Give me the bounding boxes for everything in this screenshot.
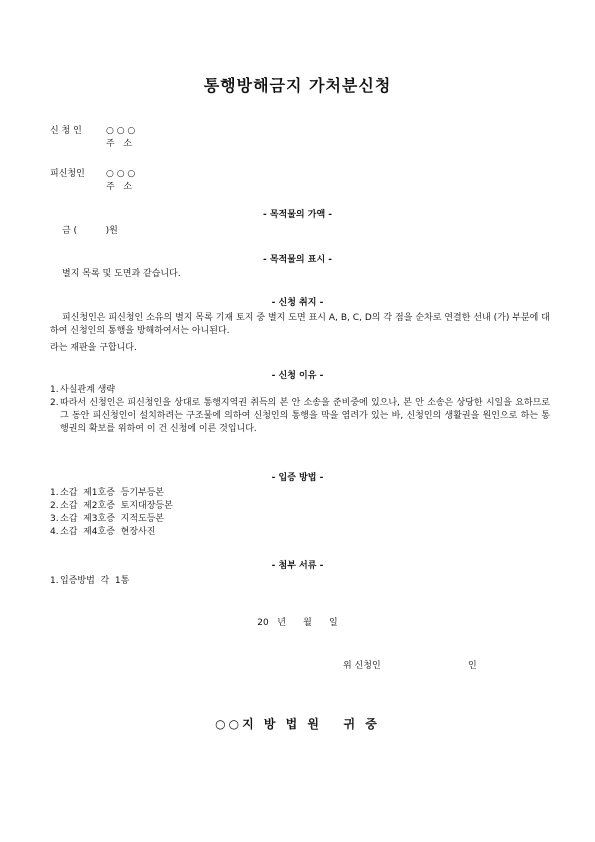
- section-heading-evidence: - 입증 방법 -: [271, 473, 324, 483]
- list-item-number: 1.: [50, 385, 59, 395]
- section-heading-attachments: - 첨부 서류 -: [271, 561, 324, 571]
- respondent-label: 피신청인: [50, 169, 85, 179]
- list-item-number: 1.: [50, 576, 59, 586]
- list-item-text: 입증방법 각 1통: [60, 576, 130, 586]
- signer-label: 위 신청인: [343, 661, 381, 671]
- section-heading-purpose: - 신청 취지 -: [271, 298, 324, 308]
- section-heading-value: - 목적물의 가액 -: [262, 210, 333, 220]
- list-item-number: 1.: [50, 488, 59, 498]
- section-heading-display: - 목적물의 표시 -: [262, 255, 333, 265]
- signer-seal: 인: [468, 661, 477, 671]
- list-item-text: 사실관계 생략: [60, 385, 116, 395]
- document-title: 통행방해금지 가처분신청: [203, 76, 392, 95]
- evidence-list: [50, 487, 550, 539]
- list-item: [50, 384, 550, 397]
- purpose-text: 피신청인은 피신청인 소유의 별지 목록 기재 토지 중 별지 도면 표시 A, B, C, D의 각 점을 순차로 연결한 선내 (가) 부분에 대하여 신청인의 통행을 방해하여서는 아니된다.: [50, 313, 550, 337]
- list-item: [50, 513, 550, 526]
- list-item: [50, 487, 550, 500]
- respondent-address: 주 소: [106, 182, 132, 192]
- applicant-name: ○ ○ ○: [106, 126, 136, 136]
- display-text: 별지 목록 및 도면과 같습니다.: [62, 269, 181, 279]
- list-item: [50, 397, 550, 436]
- list-item: [50, 526, 550, 539]
- applicant-address: 주 소: [106, 139, 132, 149]
- list-item-number: 4.: [50, 527, 59, 538]
- list-item-text: 따라서 신청인은 피신청인을 상대로 통행지역권 취득의 본 안 소송을 준비중에 있으나, 본 안 소송은 상당한 시일을 요하므로 그 동안 피신청인이 설치하려는 구조물에 의하여 신청인의 통행을 막을 염려가 있는 바, 신청인의 생활권을 원인으로 하는 통행권의 확보를 위하여 이 건 신청에 이른 것입니다.: [60, 398, 550, 435]
- list-item-number: 2.: [50, 501, 59, 512]
- list-item-text: 소갑 제4호증 현장사진: [60, 527, 156, 538]
- list-item-number: 2.: [50, 398, 59, 409]
- list-item: [50, 575, 550, 588]
- value-text: 금 ( )원: [62, 226, 118, 236]
- respondent-name: ○ ○ ○: [106, 169, 136, 179]
- list-item: [50, 500, 550, 513]
- applicant-label: 신 청 인: [50, 126, 82, 136]
- list-item-text: 소갑 제1호증 등기부등본: [60, 488, 165, 498]
- list-item-number: 3.: [50, 514, 59, 525]
- court-addressee: ○○지 방 법 원 귀 중: [215, 717, 380, 731]
- reason-list: [50, 384, 550, 436]
- purpose-closing: 라는 재판을 구합니다.: [50, 343, 137, 353]
- filing-date: 20 년 월 일: [257, 618, 338, 628]
- section-heading-reason: - 신청 이유 -: [271, 371, 324, 381]
- list-item-text: 소갑 제3호증 지적도등본: [60, 514, 165, 525]
- attachment-list: [50, 575, 550, 588]
- list-item-text: 소갑 제2호증 토지대장등본: [60, 501, 173, 512]
